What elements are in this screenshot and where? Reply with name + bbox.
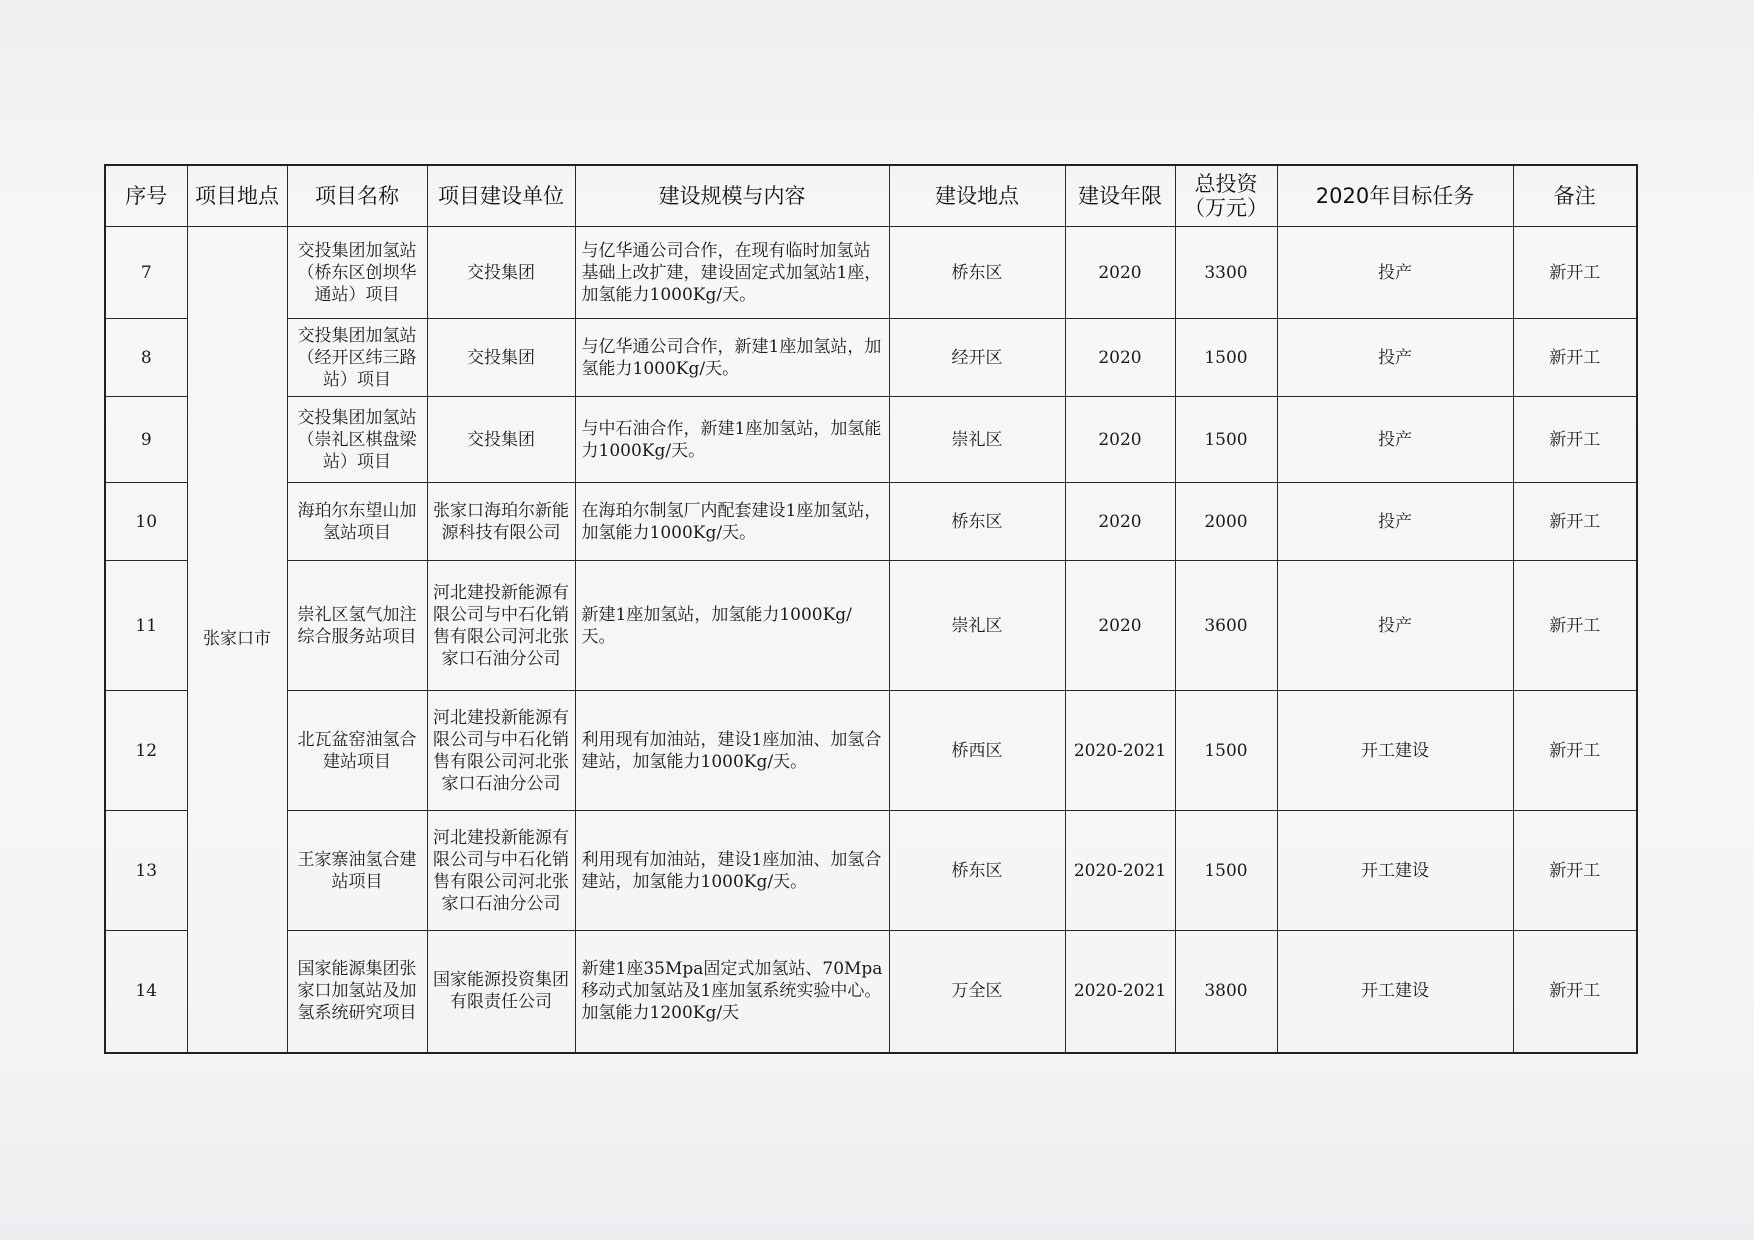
cell-period: 2020 — [1065, 397, 1175, 483]
cell-remark: 新开工 — [1513, 397, 1637, 483]
cell-period: 2020 — [1065, 227, 1175, 319]
cell-seq: 12 — [105, 691, 187, 811]
cell-investment: 1500 — [1175, 811, 1277, 931]
table-row — [105, 561, 1637, 691]
cell-period: 2020 — [1065, 561, 1175, 691]
cell-name: 交投集团加氢站（桥东区创坝华通站）项目 — [287, 227, 427, 319]
cell-name: 海珀尔东望山加氢站项目 — [287, 483, 427, 561]
cell-unit: 交投集团 — [427, 397, 575, 483]
cell-name: 崇礼区氢气加注综合服务站项目 — [287, 561, 427, 691]
cell-investment: 1500 — [1175, 319, 1277, 397]
cell-seq: 8 — [105, 319, 187, 397]
table-row — [105, 483, 1637, 561]
header-remark: 备注 — [1513, 165, 1637, 227]
cell-seq: 14 — [105, 931, 187, 1053]
cell-period: 2020-2021 — [1065, 931, 1175, 1053]
cell-investment: 2000 — [1175, 483, 1277, 561]
table-row — [105, 691, 1637, 811]
cell-scope: 与亿华通公司合作，在现有临时加氢站基础上改扩建，建设固定式加氢站1座，加氢能力1000Kg/天。 — [575, 227, 889, 319]
table-row — [105, 397, 1637, 483]
header-scope: 建设规模与内容 — [575, 165, 889, 227]
cell-scope: 利用现有加油站，建设1座加油、加氢合建站，加氢能力1000Kg/天。 — [575, 811, 889, 931]
hydrogen-station-project-table — [104, 164, 1638, 1054]
cell-unit: 河北建投新能源有限公司与中石化销售有限公司河北张家口石油分公司 — [427, 561, 575, 691]
cell-period: 2020-2021 — [1065, 691, 1175, 811]
cell-name: 交投集团加氢站（经开区纬三路站）项目 — [287, 319, 427, 397]
cell-target: 投产 — [1277, 227, 1513, 319]
cell-remark: 新开工 — [1513, 319, 1637, 397]
cell-remark: 新开工 — [1513, 483, 1637, 561]
header-name: 项目名称 — [287, 165, 427, 227]
cell-target: 投产 — [1277, 561, 1513, 691]
cell-target: 开工建设 — [1277, 931, 1513, 1053]
cell-site: 桥西区 — [889, 691, 1065, 811]
cell-remark: 新开工 — [1513, 691, 1637, 811]
cell-investment: 3800 — [1175, 931, 1277, 1053]
table-row — [105, 811, 1637, 931]
header-seq: 序号 — [105, 165, 187, 227]
cell-remark: 新开工 — [1513, 561, 1637, 691]
cell-period: 2020-2021 — [1065, 811, 1175, 931]
header-row — [105, 165, 1637, 227]
cell-name: 交投集团加氢站（崇礼区棋盘梁站）项目 — [287, 397, 427, 483]
cell-target: 投产 — [1277, 397, 1513, 483]
cell-unit: 河北建投新能源有限公司与中石化销售有限公司河北张家口石油分公司 — [427, 691, 575, 811]
cell-seq: 13 — [105, 811, 187, 931]
cell-seq: 7 — [105, 227, 187, 319]
cell-site: 万全区 — [889, 931, 1065, 1053]
cell-seq: 10 — [105, 483, 187, 561]
cell-scope: 在海珀尔制氢厂内配套建设1座加氢站，加氢能力1000Kg/天。 — [575, 483, 889, 561]
header-investment-line2: （万元） — [1184, 196, 1268, 220]
cell-investment: 1500 — [1175, 691, 1277, 811]
cell-investment: 3600 — [1175, 561, 1277, 691]
cell-name: 北瓦盆窑油氢合建站项目 — [287, 691, 427, 811]
header-site: 建设地点 — [889, 165, 1065, 227]
header-period: 建设年限 — [1065, 165, 1175, 227]
cell-period: 2020 — [1065, 319, 1175, 397]
cell-site: 崇礼区 — [889, 397, 1065, 483]
header-target: 2020年目标任务 — [1277, 165, 1513, 227]
table-row — [105, 931, 1637, 1053]
header-location: 项目地点 — [187, 165, 287, 227]
cell-scope: 新建1座加氢站，加氢能力1000Kg/天。 — [575, 561, 889, 691]
cell-target: 投产 — [1277, 319, 1513, 397]
cell-unit: 交投集团 — [427, 227, 575, 319]
cell-name: 国家能源集团张家口加氢站及加氢系统研究项目 — [287, 931, 427, 1053]
cell-unit: 张家口海珀尔新能源科技有限公司 — [427, 483, 575, 561]
cell-site: 经开区 — [889, 319, 1065, 397]
cell-target: 开工建设 — [1277, 691, 1513, 811]
header-investment-line1: 总投资 — [1194, 172, 1258, 196]
cell-remark: 新开工 — [1513, 227, 1637, 319]
cell-period: 2020 — [1065, 483, 1175, 561]
cell-unit: 国家能源投资集团有限责任公司 — [427, 931, 575, 1053]
cell-name: 王家寨油氢合建站项目 — [287, 811, 427, 931]
header-unit: 项目建设单位 — [427, 165, 575, 227]
cell-remark: 新开工 — [1513, 811, 1637, 931]
cell-remark: 新开工 — [1513, 931, 1637, 1053]
cell-site: 桥东区 — [889, 227, 1065, 319]
cell-site: 桥东区 — [889, 811, 1065, 931]
cell-seq: 11 — [105, 561, 187, 691]
cell-investment: 1500 — [1175, 397, 1277, 483]
cell-scope: 利用现有加油站，建设1座加油、加氢合建站，加氢能力1000Kg/天。 — [575, 691, 889, 811]
cell-scope: 与亿华通公司合作，新建1座加氢站，加氢能力1000Kg/天。 — [575, 319, 889, 397]
cell-site: 崇礼区 — [889, 561, 1065, 691]
cell-unit: 交投集团 — [427, 319, 575, 397]
cell-scope: 与中石油合作，新建1座加氢站，加氢能力1000Kg/天。 — [575, 397, 889, 483]
table-row — [105, 319, 1637, 397]
header-investment — [1175, 165, 1277, 227]
cell-scope: 新建1座35Mpa固定式加氢站、70Mpa移动式加氢站及1座加氢系统实验中心。加氢能力1200Kg/天 — [575, 931, 889, 1053]
cell-target: 开工建设 — [1277, 811, 1513, 931]
cell-target: 投产 — [1277, 483, 1513, 561]
table-row — [105, 227, 1637, 319]
cell-seq: 9 — [105, 397, 187, 483]
cell-site: 桥东区 — [889, 483, 1065, 561]
cell-investment: 3300 — [1175, 227, 1277, 319]
cell-unit: 河北建投新能源有限公司与中石化销售有限公司河北张家口石油分公司 — [427, 811, 575, 931]
cell-location-city: 张家口市 — [187, 227, 287, 1053]
